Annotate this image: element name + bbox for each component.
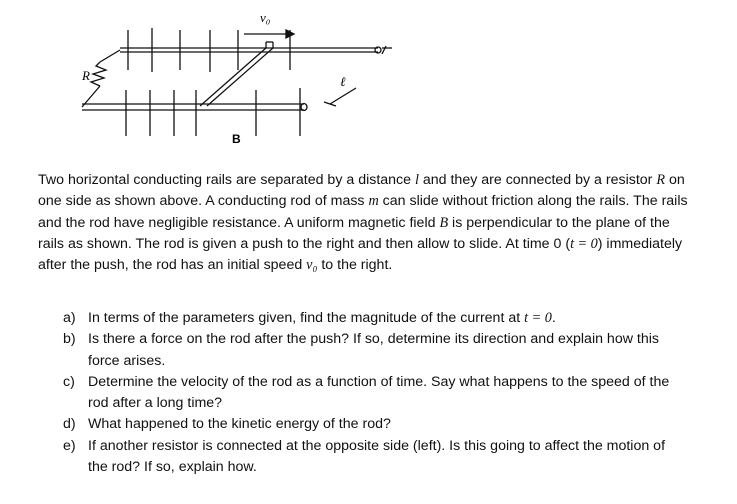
distance-symbol: l	[414, 172, 419, 188]
question-a: a) In terms of the parameters given, find the magnitude of the current at t = 0.	[63, 310, 556, 326]
resistor-symbol: R	[656, 172, 665, 188]
question-list	[38, 308, 688, 478]
rail-rod-figure	[60, 0, 420, 160]
question-c: c) Determine the velocity of the rod as a function of time. Say what happens to the speed of the rod after a long time?	[63, 373, 670, 412]
length-tick-bottom	[324, 102, 336, 106]
problem-statement	[38, 170, 688, 276]
mass-symbol: m	[368, 193, 379, 210]
question-e: e) If another resistor is connected at the opposite side (left). Is this going to affect the motion of the rod? If so, explain how.	[63, 437, 666, 476]
resistor-wire-top	[100, 50, 120, 62]
question-b: b) Is there a force on the rod after the push? If so, determine its direction and explain how this force arises.	[63, 331, 659, 369]
length-label: ℓ	[340, 74, 346, 89]
rod-edge-right	[207, 48, 273, 106]
question-d: d) What happened to the kinetic energy of the rod?	[63, 416, 391, 433]
field-lines	[126, 28, 300, 136]
resistor-zigzag	[91, 62, 106, 86]
field-label: B	[232, 132, 241, 146]
length-tick-top	[382, 46, 386, 54]
length-arrow	[330, 88, 356, 104]
velocity-label: v₀	[260, 10, 271, 25]
initial-speed-symbol: v₀	[306, 257, 318, 274]
field-symbol: B	[439, 214, 449, 231]
problem-intro: Two horizontal conducting rails are separated by a distance l and they are connected by a resistor R on one side as shown above. A conducting rod of mass m can slide without friction along the rails. The rails and the rod have negligible resistance. A uniform magnetic field B is perpendicular to the plane of the rails as shown. The rod is given a push to the right and then allow to slide. At time 0 (t = 0) immediately after the push, the rod has an initial speed v₀ to the right.	[38, 172, 688, 274]
resistor-label: R	[82, 68, 90, 83]
time-zero: t = 0	[570, 235, 598, 252]
